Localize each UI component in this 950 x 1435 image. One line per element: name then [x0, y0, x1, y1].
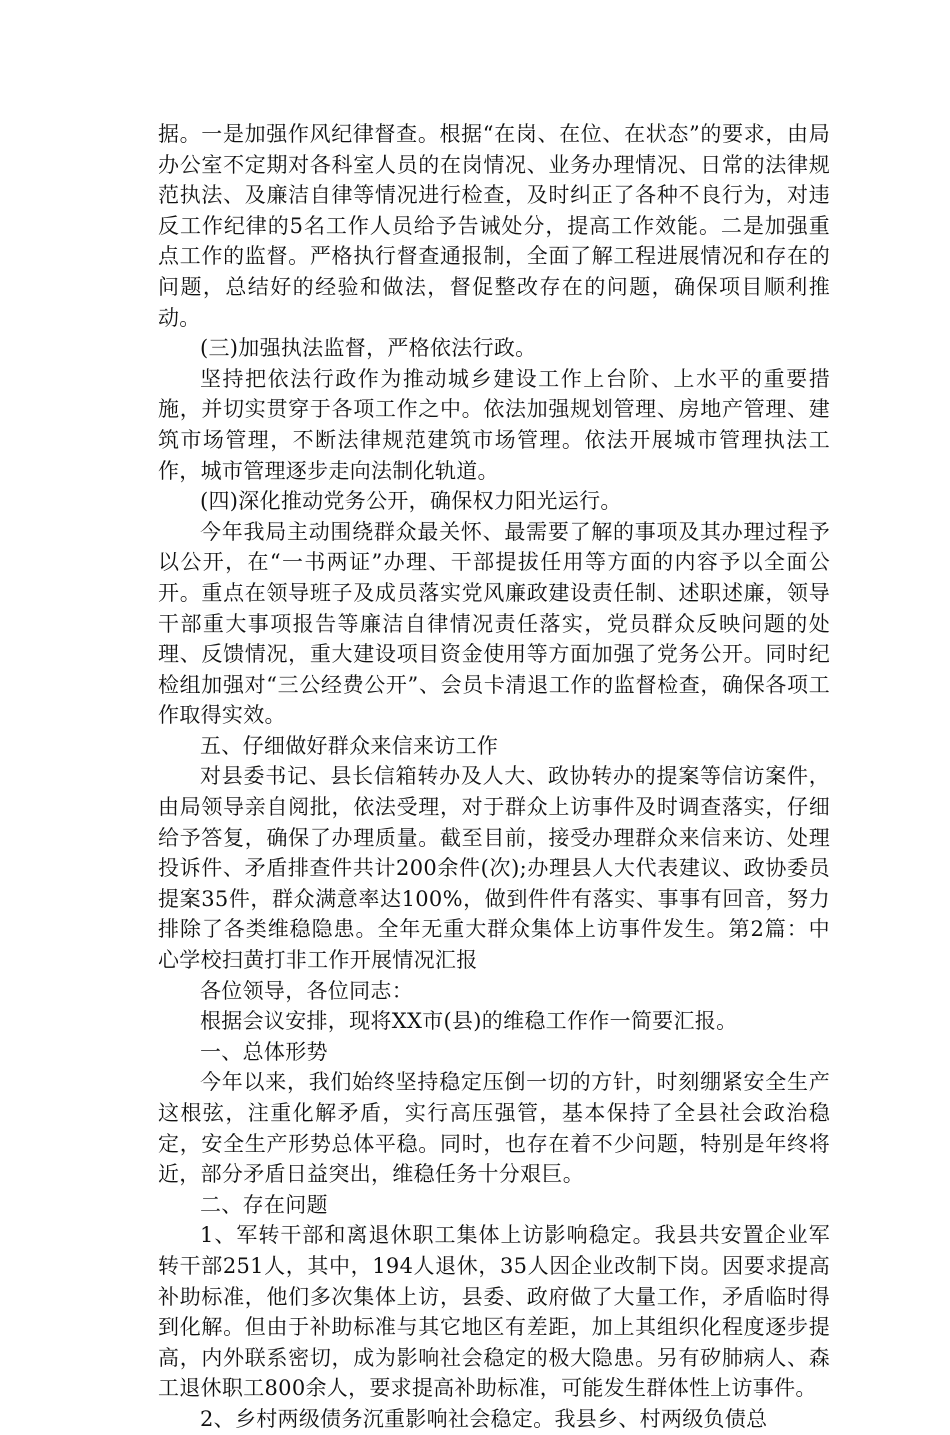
paragraph: 今年我局主动围绕群众最关怀、最需要了解的事项及其办理过程予以公开，在“一书两证”办理、干部提拔任用等方面的内容予以全面公开。重点在领导班子及成员落实党风廉政建设责任制、述职述廉，领导干部重大事项报告等廉洁自律情况责任落实，党员群众反映问题的处理、反馈情况，重大建设项目资金使用等方面加强了党务公开。同时纪检组加强对“三公经费公开”、会员卡清退工作的监督检查，确保各项工作取得实效。 — [158, 519, 830, 728]
paragraph: 2、乡村两级债务沉重影响社会稳定。我县乡、村两级负债总 — [200, 1406, 768, 1431]
paragraph: 对县委书记、县长信箱转办及人大、政协转办的提案等信访案件，由局领导亲自阅批，依法受理，对于群众上访事件及时调查落实，仔细给予答复，确保了办理质量。截至目前，接受办理群众来信来访、处理投诉件、矛盾排查件共计200余件(次);办理县人大代表建议、政协委员提案35件，群众满意率达100%，做到件件有落实、事事有回音，努力排除了各类维稳隐患。全年无重大群众集体上访事件发生。第2篇：中心学校扫黄打非工作开展情况汇报 — [158, 764, 830, 973]
paragraph: 坚持把依法行政作为推动城乡建设工作上台阶、上水平的重要措施，并切实贯穿于各项工作之中。依法加强规划管理、房地产管理、建筑市场管理，不断法律规范建筑市场管理。依法开展城市管理执法工作，城市管理逐步走向法制化轨道。 — [158, 366, 830, 483]
paragraph: 1、军转干部和离退休职工集体上访影响稳定。我县共安置企业军转干部251人，其中，194人退休，35人因企业改制下岗。因要求提高补助标准，他们多次集体上访，县委、政府做了大量工作，矛盾临时得到化解。但由于补助标准与其它地区有差距，加上其组织化程度逐步提高，内外联系密切，成为影响社会稳定的极大隐患。另有矽肺病人、森工退休职工800余人，要求提高补助标准，可能发生群体性上访事件。 — [158, 1223, 830, 1401]
section-heading: 一、总体形势 — [200, 1039, 328, 1064]
section-heading: (四)深化推动党务公开，确保权力阳光运行。 — [200, 489, 622, 514]
salutation: 各位领导，各位同志： — [200, 978, 413, 1003]
paragraph: 根据会议安排，现将XX市(县)的维稳工作作一简要汇报。 — [200, 1009, 738, 1034]
section-heading: (三)加强执法监督，严格依法行政。 — [200, 336, 537, 361]
paragraph: 今年以来，我们始终坚持稳定压倒一切的方针，时刻绷紧安全生产这根弦，注重化解矛盾，实行高压强管，基本保持了全县社会政治稳定，安全生产形势总体平稳。同时，也存在着不少问题，特别是年终将近，部分矛盾日益突出，维稳任务十分艰巨。 — [158, 1070, 830, 1187]
paragraph: 据。一是加强作风纪律督查。根据“在岗、在位、在状态”的要求，由局办公室不定期对各科室人员的在岗情况、业务办理情况、日常的法律规范执法、及廉洁自律等情况进行检查，及时纠正了各种不良行为，对违反工作纪律的5名工作人员给予告诫处分，提高工作效能。二是加强重点工作的监督。严格执行督查通报制，全面了解工程进展情况和存在的问题，总结好的经验和做法，督促整改存在的问题，确保项目顺利推动。 — [158, 122, 830, 330]
section-heading: 五、仔细做好群众来信来访工作 — [200, 733, 499, 758]
document-body — [158, 119, 830, 1435]
section-heading: 二、存在问题 — [200, 1192, 328, 1217]
